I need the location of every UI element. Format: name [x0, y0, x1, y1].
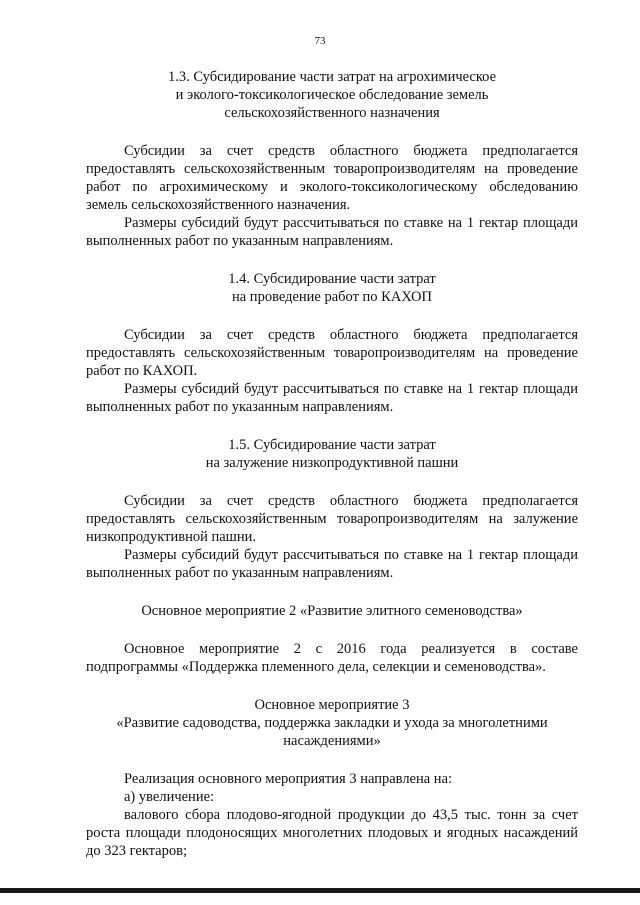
paragraph: Размеры субсидий будут рассчитываться по ставке на 1 гектар площади выполненных работ по указанным направлениям. [86, 215, 578, 249]
paragraph: а) увеличение: [124, 789, 215, 805]
section-1-4-body [86, 326, 578, 416]
section-1-4-heading [86, 270, 578, 306]
measure-2-body [86, 640, 578, 676]
paragraph: Размеры субсидий будут рассчитываться по ставке на 1 гектар площади выполненных работ по указанным направлениям. [86, 547, 578, 581]
heading-line: на залужение низкопродуктивной пашни [205, 455, 459, 471]
paragraph: Субсидии за счет средств областного бюджета предполагается предоставлять сельскохозяйственным товаропроизводителям на залужение низкопродуктивной пашни. [86, 493, 578, 545]
paragraph: Основное мероприятие 2 с 2016 года реализуется в составе подпрограммы «Поддержка племенного дела, селекции и семеноводства». [86, 641, 578, 675]
measure-3-body [86, 770, 578, 860]
heading-line: «Развитие садоводства, поддержка закладки и ухода за многолетними [116, 715, 548, 731]
paragraph: Субсидии за счет средств областного бюджета предполагается предоставлять сельскохозяйственным товаропроизводителям на проведение работ по КАХОП. [86, 327, 578, 379]
heading-line: Основное мероприятие 3 [254, 697, 410, 713]
paragraph: Размеры субсидий будут рассчитываться по ставке на 1 гектар площади выполненных работ по указанным направлениям. [86, 381, 578, 415]
measure-3-heading [86, 696, 578, 750]
heading-line: на проведение работ по КАХОП [231, 289, 433, 305]
section-1-5-body [86, 492, 578, 582]
paragraph: валового сбора плодово-ягодной продукции до 43,5 тыс. тонн за счет роста площади плодоносящих многолетних плодовых и ягодных насаждений до 323 гектаров; [86, 807, 578, 859]
page-bottom-border [0, 888, 640, 893]
paragraph: Субсидии за счет средств областного бюджета предполагается предоставлять сельскохозяйственным товаропроизводителям на проведение работ по агрохимическому и эколого-токсикологическому обследованию земель сельскохозяйственного назначения. [86, 143, 578, 213]
document-body [86, 68, 578, 860]
heading-line: 1.4. Субсидирование части затрат [228, 271, 436, 287]
heading-line: и эколого-токсикологическое обследование земель [175, 87, 489, 103]
section-1-3-heading [86, 68, 578, 122]
heading-line: 1.3. Субсидирование части затрат на агрохимическое [167, 69, 497, 85]
heading-line: сельскохозяйственного назначения [224, 105, 440, 121]
paragraph: Реализация основного мероприятия 3 направлена на: [124, 771, 453, 787]
section-1-3-body [86, 142, 578, 250]
heading-line: насаждениями» [283, 733, 381, 749]
section-1-5-heading [86, 436, 578, 472]
page-number: 73 [314, 35, 326, 47]
measure-2-heading: Основное мероприятие 2 «Развитие элитного семеноводства» [141, 603, 523, 619]
heading-line: 1.5. Субсидирование части затрат [228, 437, 436, 453]
